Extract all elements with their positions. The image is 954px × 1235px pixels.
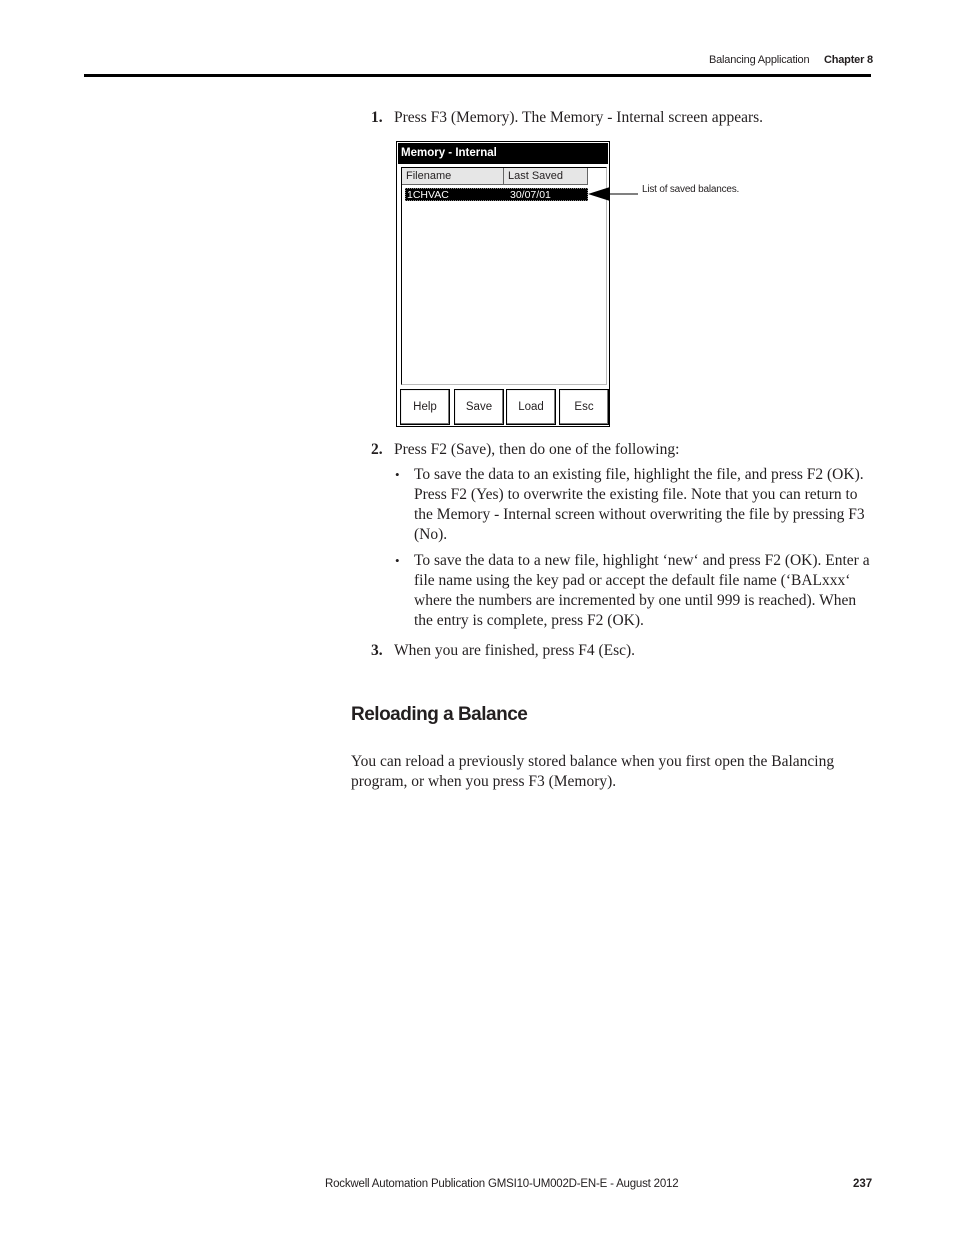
step-number: 1. [371, 109, 383, 126]
step-text: When you are finished, press F4 (Esc). [394, 642, 636, 659]
bullet-dot: • [395, 553, 400, 568]
step-2 [371, 440, 680, 460]
section-paragraph: You can reload a previously stored balance when you first open the Balancing program, or when you press F3 (Memory). [351, 753, 835, 790]
column-header-last-saved: Last Saved [504, 168, 588, 185]
step-number: 2. [371, 441, 383, 458]
row-last-saved: 30/07/01 [510, 189, 551, 201]
bullet-item: To save the data to a new file, highlight ‘new‘ and press F2 (OK). Enter a file name using the key pad or accept the default file name (‘BALxxx‘ where the numbers are incremented by one until 999 is reached). When the entry is complete, press F2 (OK). [414, 552, 870, 629]
softkey-bar [400, 389, 607, 425]
callout-arrow-icon [588, 183, 640, 205]
load-button[interactable]: Load [506, 389, 556, 425]
list-item[interactable] [405, 188, 588, 201]
running-header-section: Balancing Application [709, 54, 810, 66]
step-3 [371, 641, 636, 661]
bullet-item: To save the data to an existing file, highlight the file, and press F2 (OK). Press F2 (Yes) to overwrite the existing file. Note that you can return to the Memory - Internal screen without overwriting the file by pressing F3 (No). [414, 466, 865, 543]
screen-title: Memory - Internal [398, 143, 608, 164]
save-button[interactable]: Save [454, 389, 504, 425]
header-rule [84, 74, 871, 77]
step-1 [371, 108, 764, 128]
column-header-filename: Filename [402, 168, 504, 185]
saved-balances-list [401, 167, 607, 385]
esc-button[interactable]: Esc [559, 389, 609, 425]
section-heading: Reloading a Balance [351, 704, 528, 725]
running-header-chapter: Chapter 8 [824, 54, 873, 66]
memory-internal-screen [396, 141, 610, 427]
footer-publication: Rockwell Automation Publication GMSI10-UM002D-EN-E - August 2012 [325, 1178, 679, 1190]
row-filename: 1CHVAC [407, 189, 449, 201]
step-text: Press F3 (Memory). The Memory - Internal screen appears. [394, 109, 764, 126]
bullet-dot: • [395, 467, 400, 482]
page-number: 237 [853, 1178, 873, 1190]
callout-label: List of saved balances. [642, 184, 740, 195]
help-button[interactable]: Help [400, 389, 450, 425]
step-text: Press F2 (Save), then do one of the following: [394, 441, 680, 458]
step-number: 3. [371, 642, 383, 659]
